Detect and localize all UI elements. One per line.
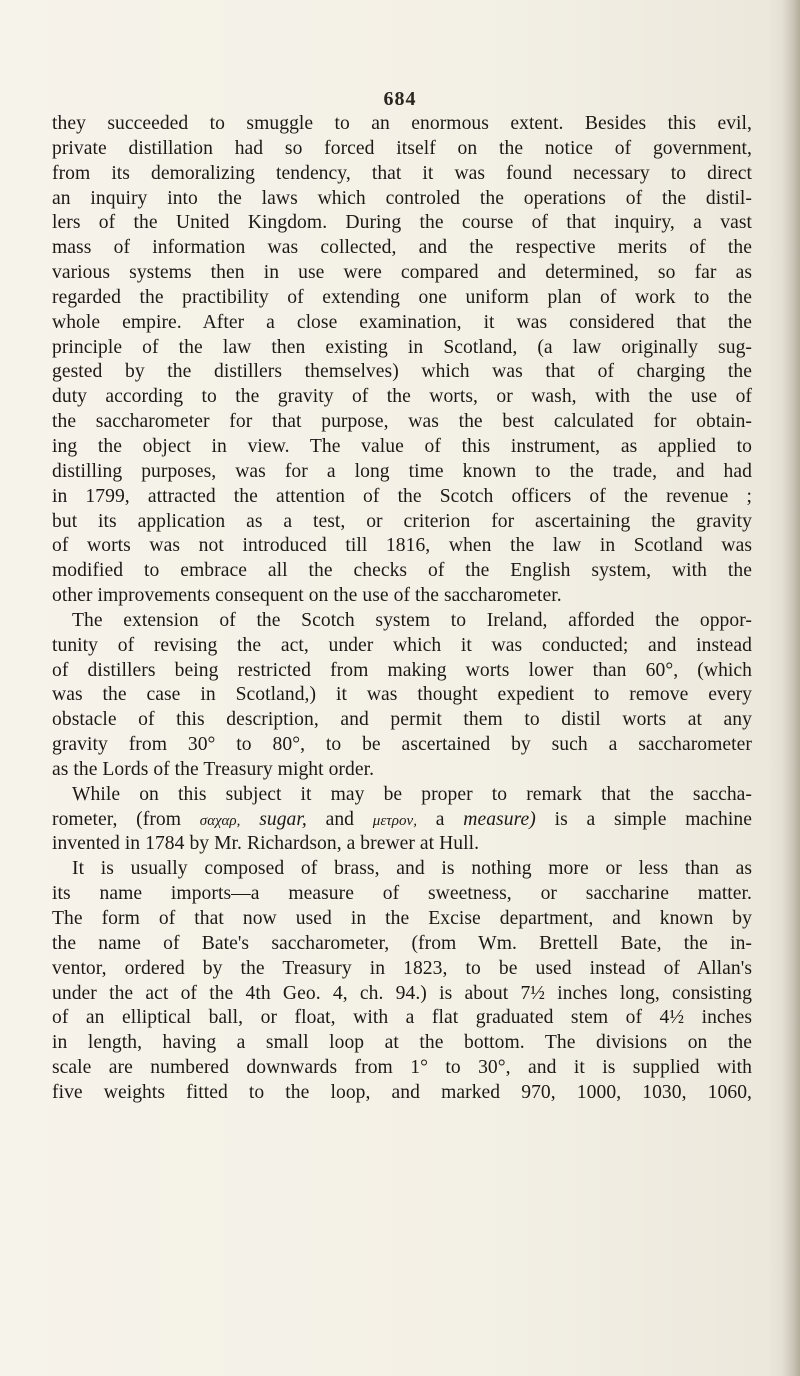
text-line: invented in 1784 by Mr. Richardson, a brewer at Hull. xyxy=(52,833,480,855)
text-line: ing the object in view. The value of this instrument, as applied to xyxy=(52,435,752,457)
text-line: The form of that now used in the Excise department, and known by xyxy=(52,908,752,929)
greek-word-metron: μετρον, xyxy=(372,812,418,829)
greek-word-sakchar: σαχαρ, xyxy=(199,812,241,829)
text-line: of worts was not introduced till 1816, when the law in Scotland was xyxy=(52,535,752,557)
text-line: the saccharometer for that purpose, was the best calculated for obtain- xyxy=(52,411,752,433)
text-fragment: rometer, (from xyxy=(52,808,200,830)
text-line: various systems then in use were compared and determined, so far as xyxy=(52,262,752,284)
text-fragment: is a simple machine xyxy=(535,808,752,830)
text-fragment xyxy=(240,809,259,830)
text-line: was the case in Scotland,) it was thought expedient to remove every xyxy=(52,684,752,706)
text-line: principle of the law then existing in Scotland, (a law originally sug- xyxy=(52,336,752,358)
text-line: obstacle of this description, and permit them to distil worts at any xyxy=(52,709,752,731)
text-line: modified to embrace all the checks of the English system, with the xyxy=(52,560,752,582)
text-line: ventor, ordered by the Treasury in 1823, to be used instead of Allan's xyxy=(52,957,752,979)
paragraph-start-line: The extension of the Scotch system to Ireland, afforded the oppor- xyxy=(72,609,752,631)
text-line: distilling purposes, was for a long time known to the trade, and had xyxy=(52,460,752,482)
text-line: whole empire. After a close examination, it was considered that the xyxy=(52,311,752,333)
text-fragment: and xyxy=(306,808,373,830)
text-line: mass of information was collected, and the respective merits of the xyxy=(52,237,752,259)
text-line: under the act of the 4th Geo. 4, ch. 94.) is about 7½ inches long, consisting xyxy=(52,982,752,1004)
text-line-greek-etymology xyxy=(52,808,752,833)
text-line: five weights fitted to the loop, and marked 970, 1000, 1030, 1060, xyxy=(52,1081,752,1103)
text-line: as the Lords of the Treasury might order. xyxy=(52,758,375,780)
text-line: of an elliptical ball, or float, with a flat graduated stem of 4½ inches xyxy=(52,1007,752,1029)
paragraph-start-line: While on this subject it may be proper to remark that the saccha- xyxy=(72,783,752,805)
text-line: from its demoralizing tendency, that it was found necessary to direct xyxy=(52,162,752,184)
body-text xyxy=(52,112,752,1106)
text-line: its name imports—a measure of sweetness, or saccharine matter. xyxy=(52,883,752,905)
text-line: regarded the practibility of extending one uniform plan of work to the xyxy=(52,286,752,308)
italic-word-measure: measure) xyxy=(463,808,536,830)
paragraph-start-line: It is usually composed of brass, and is nothing more or less than as xyxy=(72,858,752,880)
text-line: other improvements consequent on the use of the saccharometer. xyxy=(52,585,562,607)
text-line: but its application as a test, or criterion for ascertaining the gravity xyxy=(52,510,752,532)
text-line: private distillation had so forced itself on the notice of government, xyxy=(52,137,752,159)
page-edge-shadow xyxy=(782,0,800,1376)
text-fragment: a xyxy=(417,808,464,830)
text-line: gravity from 30° to 80°, to be ascertained by such a saccharometer xyxy=(52,734,752,756)
page-number: 684 xyxy=(383,88,417,110)
text-line: duty according to the gravity of the worts, or wash, with the use of xyxy=(52,386,752,408)
text-line: in length, having a small loop at the bottom. The divisions on the xyxy=(52,1032,752,1054)
text-line: they succeeded to smuggle to an enormous extent. Besides this evil, xyxy=(52,113,752,134)
text-line: tunity of revising the act, under which it was conducted; and instead xyxy=(52,634,752,656)
text-line: of distillers being restricted from making worts lower than 60°, (which xyxy=(52,659,752,681)
text-line: scale are numbered downwards from 1° to 30°, and it is supplied with xyxy=(52,1057,752,1079)
text-line: an inquiry into the laws which controled the operations of the distil- xyxy=(52,187,752,209)
text-line: in 1799, attracted the attention of the Scotch officers of the revenue ; xyxy=(52,485,752,507)
text-line: lers of the United Kingdom. During the course of that inquiry, a vast xyxy=(52,212,752,234)
italic-word-sugar: sugar, xyxy=(259,808,307,830)
text-line: gested by the distillers themselves) which was that of charging the xyxy=(52,361,752,383)
text-line: the name of Bate's saccharometer, (from Wm. Brettell Bate, the in- xyxy=(52,932,752,954)
